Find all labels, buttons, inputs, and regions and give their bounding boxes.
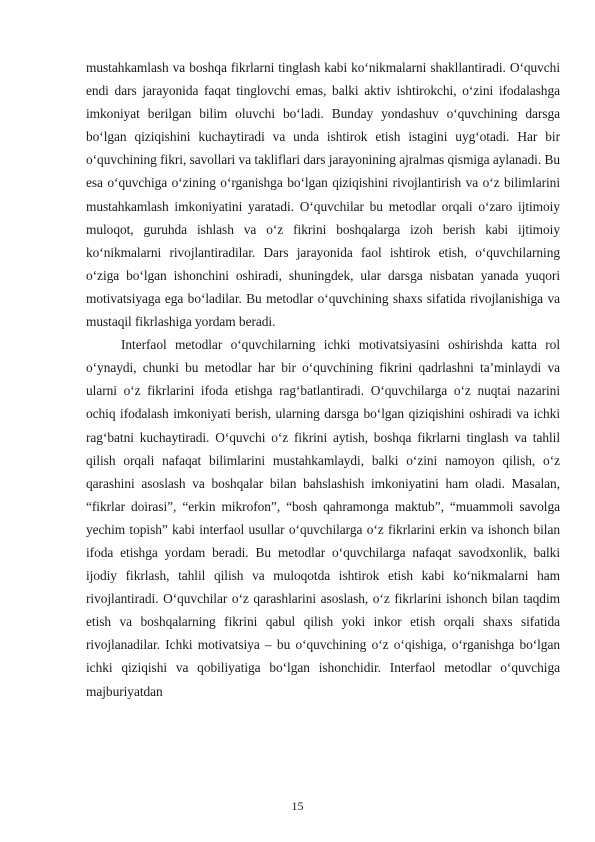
page-number: 15 (291, 799, 304, 813)
page-body (86, 56, 560, 703)
paragraph-1: mustahkamlash va boshqa fikrlarni tinglash kabi ko‘nikmalarni shakllantiradi. O‘quvchi endi dars jarayonida faqat tinglovchi emas, balki aktiv ishtirokchi, o‘zini ifodalashga imkoniyat berilgan bilim oluvchi bo‘ladi. Bunday yondashuv o‘quvchining darsga bo‘lgan qiziqishini kuchaytiradi va unda ishtirok etish istagini uyg‘otadi. Har bir o‘quvchining fikri, savollari va takliflari dars jarayonining ajralmas qismiga aylanadi. Bu esa o‘quvchiga o‘zining o‘rganishga bo‘lgan qiziqishini rivojlantirish va o‘z bilimlarini mustahkamlash imkoniyatini yaratadi. O‘quvchilar bu metodlar orqali o‘zaro ijtimoiy muloqot, guruhda ishlash va o‘z fikrini boshqalarga izoh berish kabi ijtimoiy ko‘nikmalarni rivojlantiradilar. Dars jarayonida faol ishtirok etish, o‘quvchilarning o‘ziga bo‘lgan ishonchini oshiradi, shuningdek, ular darsga nisbatan yanada yuqori motivatsiyaga ega bo‘ladilar. Bu metodlar o‘quvchining shaxs sifatida rivojlanishiga va mustaqil fikrlashiga yordam beradi. (86, 60, 560, 330)
paragraph-2: Interfaol metodlar o‘quvchilarning ichki motivatsiyasini oshirishda katta rol o‘ynaydi, chunki bu metodlar har bir o‘quvchining fikrini qadrlashni ta’minlaydi va ularni o‘z fikrlarini ifoda etishga rag‘batlantiradi. O‘quvchilarga o‘z nuqtai nazarini ochiq ifodalash imkoniyati berish, ularning darsga bo‘lgan qiziqishini oshiradi va ichki rag‘batni kuchaytiradi. O‘quvchi o‘z fikrini aytish, boshqa fikrlarni tinglash va tahlil qilish orqali nafaqat bilimlarini mustahkamlaydi, balki o‘zini namoyon qilish, o‘z qarashini asoslash va boshqalar bilan bahslashish imkoniyatini ham oladi. Masalan, “fikrlar doirasi”, “erkin mikrofon”, “bosh qahramonga maktub”, “muammoli savolga yechim topish” kabi interfaol usullar o‘quvchilarga o‘z fikrlarini erkin va ishonch bilan ifoda etishga yordam beradi. Bu metodlar o‘quvchilarga nafaqat savodxonlik, balki ijodiy fikrlash, tahlil qilish va muloqotda ishtirok etish kabi ko‘nikmalarni ham rivojlantiradi. O‘quvchilar o‘z qarashlarini asoslash, o‘z fikrlarini ishonch bilan taqdim etish va boshqalarning fikrini qabul qilish yoki inkor etish orqali shaxs sifatida rivojlanadilar. Ichki motivatsiya – bu o‘quvchining o‘z o‘qishiga, o‘rganishga bo‘lgan ichki qiziqishi va qobiliyatiga bo‘lgan ishonchidir. Interfaol metodlar o‘quvchiga majburiyatdan (86, 337, 560, 699)
